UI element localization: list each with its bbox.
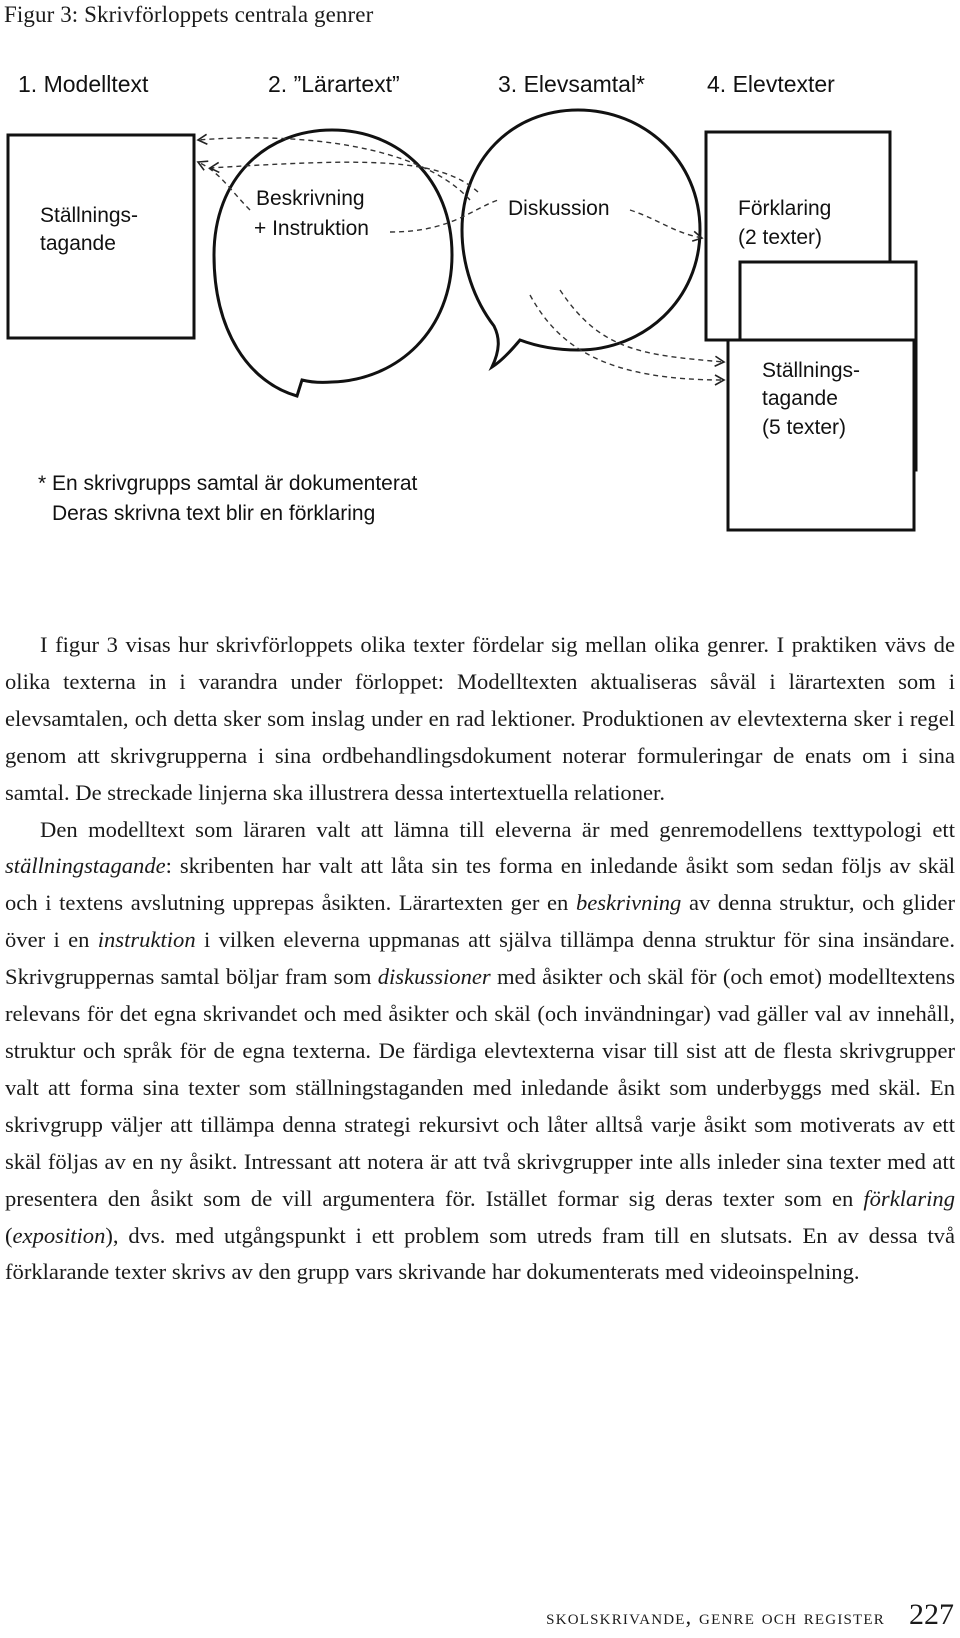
larartext-bubble bbox=[214, 130, 452, 396]
larartext-line-1: Beskrivning bbox=[256, 187, 365, 210]
genre-diagram-svg bbox=[0, 60, 960, 580]
p2-text-3: av denna struktur, och glider över i en bbox=[5, 890, 955, 953]
figure-caption: Figur 3: Skrivförloppets centrala genrer bbox=[4, 2, 374, 27]
larartext-line-2: + Instruktion bbox=[254, 217, 369, 240]
column-label-modelltext: 1. Modelltext bbox=[18, 71, 149, 97]
running-head: skolskrivande, genre och register bbox=[546, 1604, 885, 1629]
forklaring-line-2: (2 texter) bbox=[738, 226, 823, 249]
p2-em-forklaring: förklaring bbox=[863, 1185, 955, 1211]
p2-text-2: : skribenten har valt att låta sin tes forma en inledande åsikt som sedan följs av skäl och i textens avslutning upprepas åsikten. Lärartexten ger en bbox=[5, 853, 955, 916]
column-label-larartext: 2. ”Lärartext” bbox=[268, 71, 400, 97]
stallningstagande-line-3: (5 texter) bbox=[762, 416, 847, 439]
p2-em-instruktion: instruktion bbox=[97, 927, 196, 953]
p2-text-5: med åsikter och skäl för (och emot) modelltextens relevans för det egna skrivandet och med åsikter och skäl (och invändningar) vad gäller val av innehåll, struktur och språk för de egna texterna. De färdiga elevtexterna visar till sist att de flesta skrivgrupper valt att forma sina texter som ställningstaganden med inledande åsikt som underbyggs med skäl. En skrivgrupp väljer att tillämpa denna strategi rekursivt och låter alltså varje åsikt som motiverats av ett skäl följas av en ny åsikt. Intressant att notera är att två skrivgrupper inte alls inleder sina texter med att presentera den åsikt som de vill argumentera för. Istället formar sig deras texter som en bbox=[5, 964, 955, 1211]
footnote-line-2: Deras skrivna text blir en förklaring bbox=[52, 502, 376, 525]
elevsamtal-bubble bbox=[462, 110, 700, 367]
column-label-elevsamtal: 3. Elevsamtal* bbox=[498, 71, 646, 97]
column-label-elevtexter: 4. Elevtexter bbox=[707, 71, 835, 97]
body-text bbox=[5, 627, 955, 1291]
page-number: 227 bbox=[909, 1598, 954, 1631]
p2-em-stallningstagande: ställningstagande bbox=[5, 853, 166, 879]
stallningstagande-line-1: Ställnings- bbox=[762, 359, 861, 382]
p2-text-4: i vilken eleverna uppmanas att själva tillämpa denna struktur för sina insändare. Skrivgruppernas samtal böljar fram som bbox=[5, 927, 955, 990]
p2-em-diskussioner: diskussioner bbox=[377, 964, 491, 990]
p2-em-beskrivning: beskrivning bbox=[575, 890, 682, 916]
paragraph-2 bbox=[5, 812, 955, 1292]
footnote-line-1: * En skrivgrupps samtal är dokumenterat bbox=[38, 472, 418, 495]
p2-text-1: Den modelltext som läraren valt att lämna till eleverna är med genremodellens texttypologi ett bbox=[40, 816, 955, 842]
elevsamtal-line-1: Diskussion bbox=[508, 197, 610, 220]
stallningstagande-line-2: tagande bbox=[762, 387, 838, 410]
page-footer bbox=[546, 1598, 954, 1638]
modelltext-line-1: Ställnings- bbox=[40, 204, 139, 227]
modelltext-line-2: tagande bbox=[40, 232, 116, 255]
p2-em-exposition: exposition bbox=[12, 1222, 106, 1248]
genre-diagram bbox=[0, 60, 960, 580]
forklaring-line-1: Förklaring bbox=[738, 197, 832, 220]
p2-text-6: ( bbox=[5, 1222, 13, 1248]
p2-text-7: ), dvs. med utgångspunkt i ett problem som utreds fram till en slutsats. En av dessa två förklarande texter skrivs av den grupp vars skrivande har dokumenterats med videoinspelning. bbox=[5, 1222, 955, 1285]
paragraph-1: I figur 3 visas hur skrivförloppets olika texter fördelar sig mellan olika genrer. I praktiken vävs de olika texterna in i varandra under förloppet: Modelltexten aktualiseras såväl i lärartexten som i elevsamtalen, och detta sker som inslag under en rad lektioner. Produktionen av elevtexterna sker i regel genom att skrivgrupperna i sina ordbehandlingsdokument noterar formuleringar de enats om i sina samtal. De streckade linjerna ska illustrera dessa intertextuella relationer. bbox=[5, 632, 955, 805]
